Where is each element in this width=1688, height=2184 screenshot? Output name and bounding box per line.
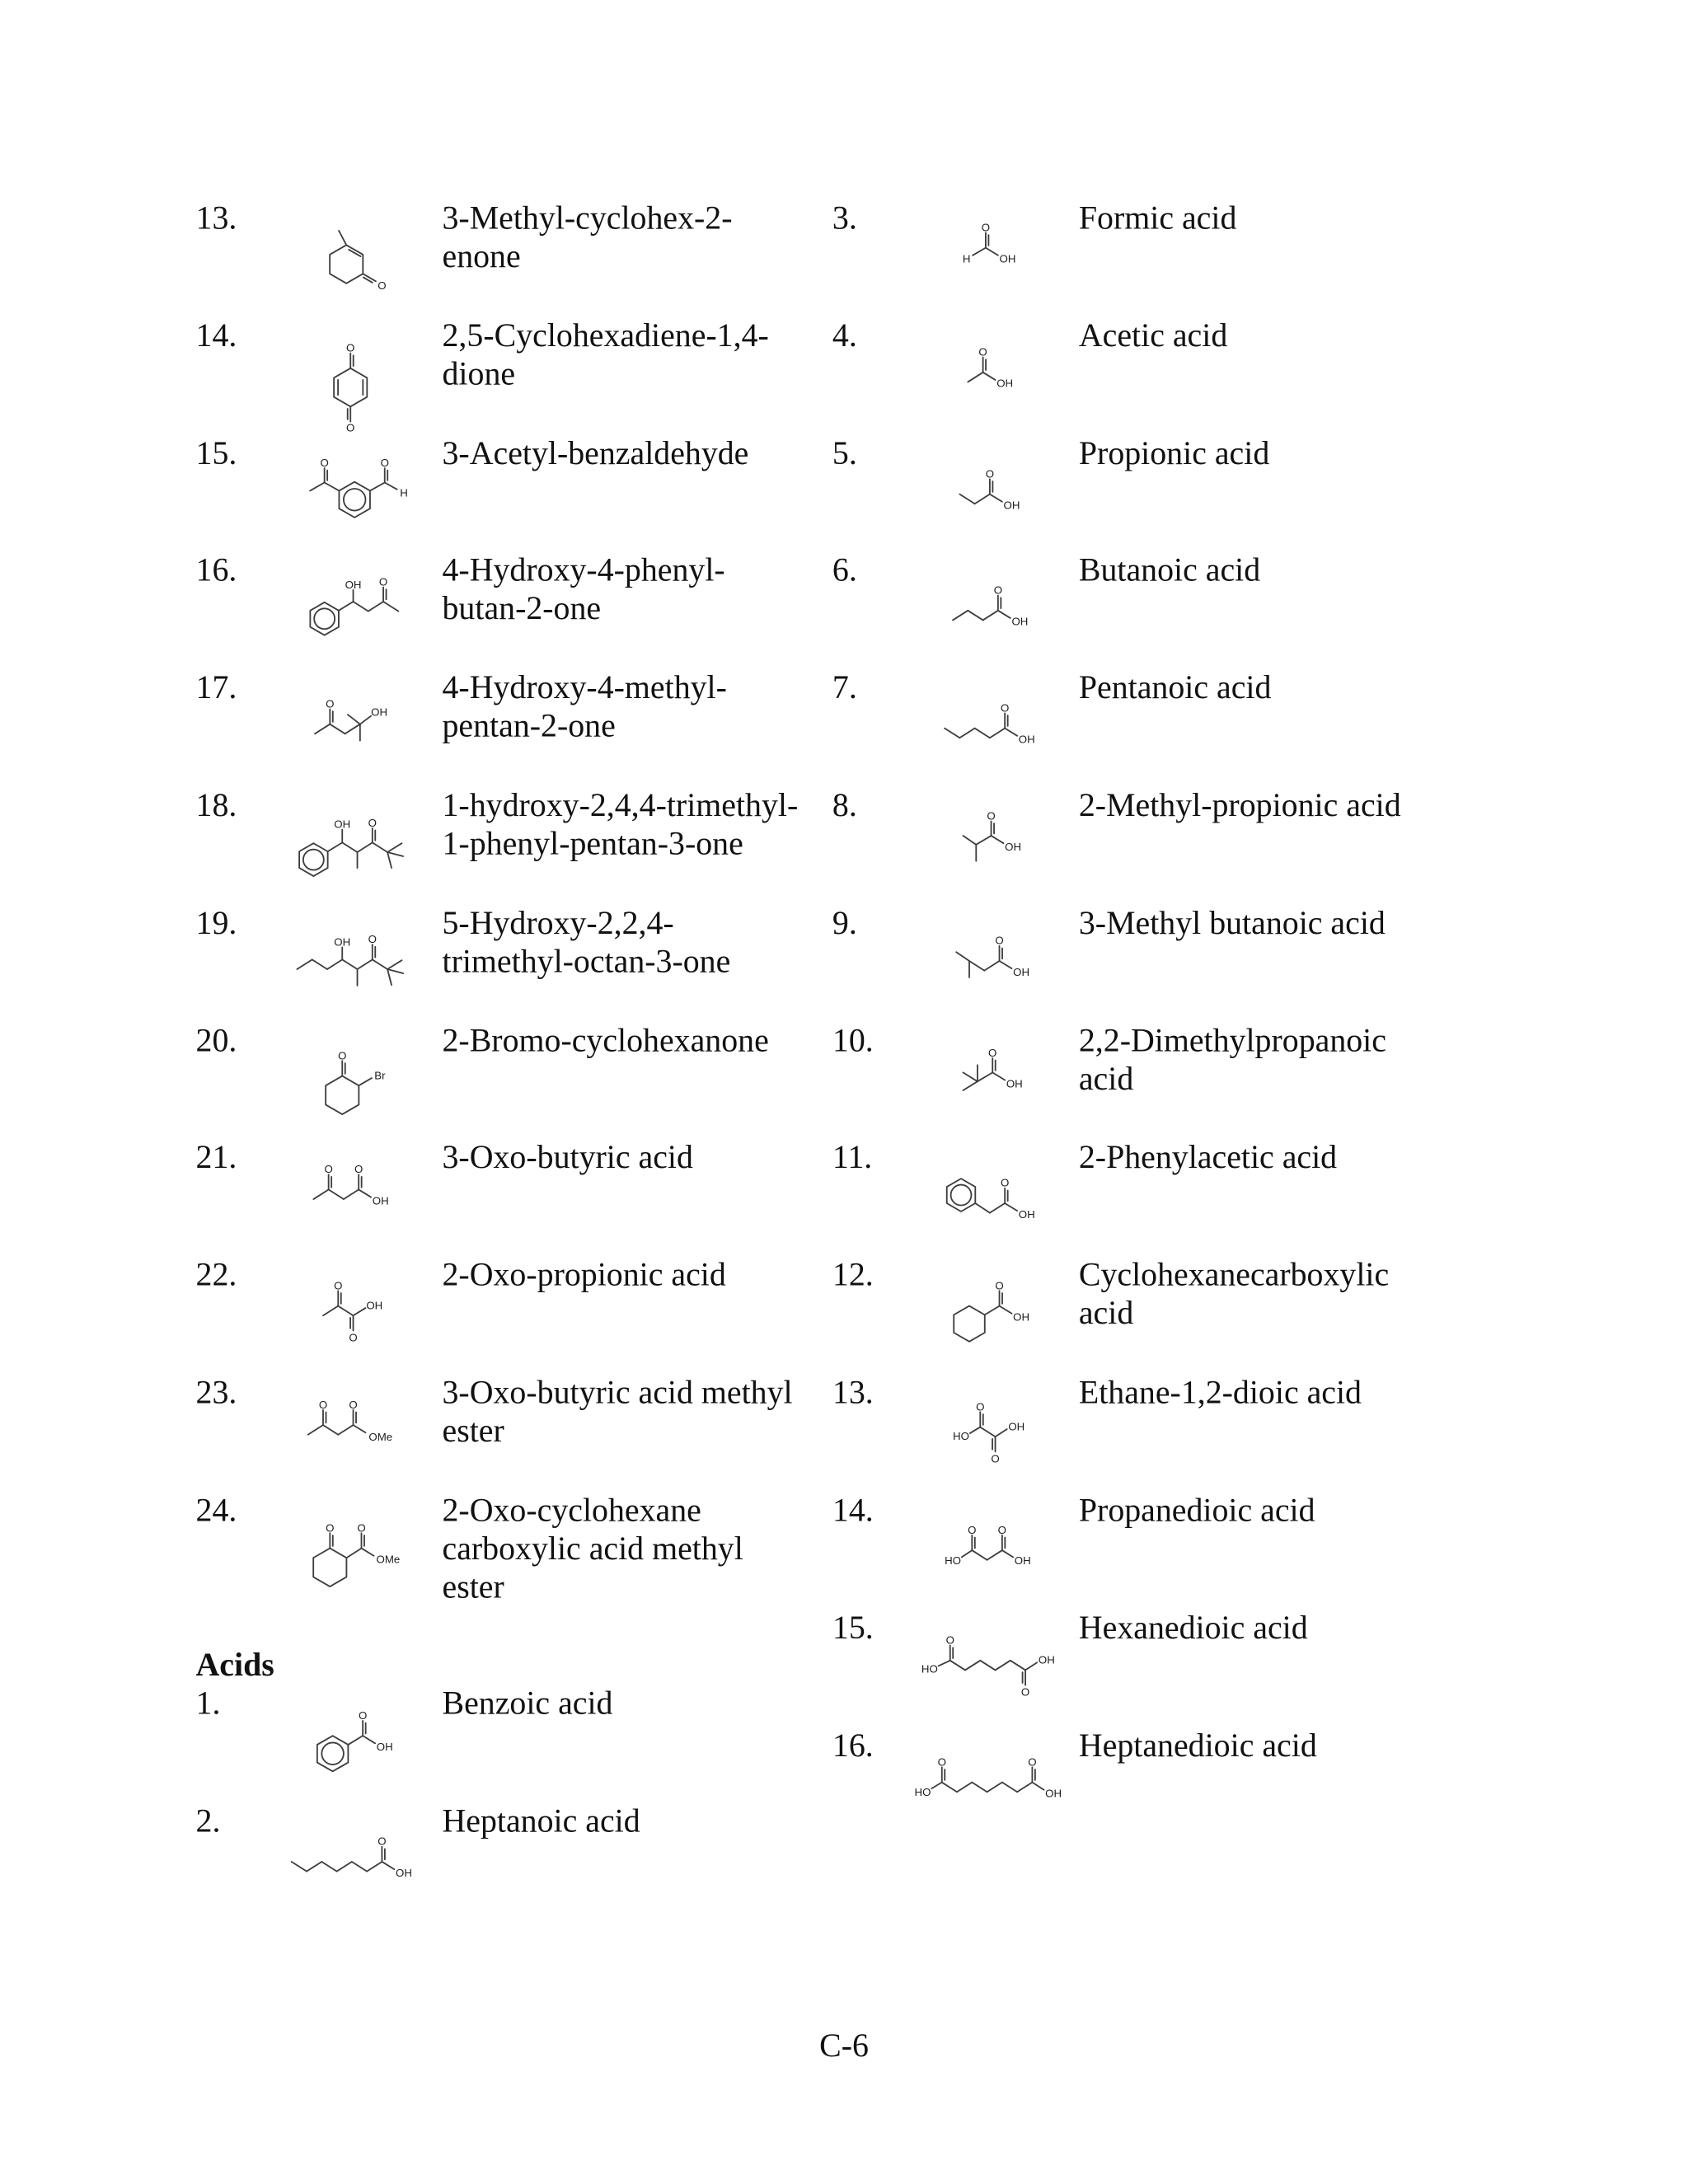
item-number: 6. (832, 553, 857, 589)
svg-text:O: O (354, 1163, 363, 1176)
svg-text:HO: HO (953, 1430, 969, 1443)
item-number: 2. (195, 1804, 221, 1840)
compound-entry (196, 787, 801, 884)
svg-text:O: O (326, 1521, 335, 1535)
structure-1-hydroxy-2-4-4-trimethyl-1-phenyl-pentan-3-one (259, 805, 443, 884)
item-number: 16. (195, 553, 237, 589)
item-number: 20. (195, 1024, 237, 1060)
compound-entry (832, 317, 1424, 396)
compound-name: 2,5-Cyclohexadiene-1,4-dione (442, 319, 769, 393)
structure-formic-acid (895, 218, 1079, 272)
svg-text:O: O (368, 933, 377, 946)
svg-text:HO: HO (921, 1662, 938, 1675)
structure-3-oxo-butyric-acid-methyl-ester (259, 1392, 443, 1458)
structure-3-oxo-butyric-acid (259, 1157, 443, 1223)
item-number: 21. (195, 1140, 237, 1176)
structure-heptanedioic-acid (895, 1746, 1079, 1814)
item-number: 13. (832, 1376, 874, 1412)
svg-text:O: O (978, 345, 987, 359)
compound-entry (832, 1610, 1424, 1701)
svg-text:OH: OH (376, 1741, 393, 1754)
compound-entry (832, 1492, 1424, 1578)
compound-name: 3-Methyl-cyclohex-2-enone (442, 201, 733, 275)
compound-entry (832, 905, 1424, 988)
svg-text:OH: OH (345, 578, 362, 591)
svg-text:O: O (937, 1755, 946, 1769)
structure-2-5-cyclohexadiene-1-4-dione (259, 335, 443, 439)
compound-name: 4-Hydroxy-4-phenyl-butan-2-one (442, 553, 725, 627)
compound-name: 2-Bromo-cyclohexanone (442, 1024, 769, 1060)
structure-3-acetyl-benzaldehyde (259, 453, 443, 530)
structure-ethane-1-2-dioic-acid (895, 1392, 1079, 1469)
structure-hexanedioic-acid (895, 1628, 1079, 1702)
compound-entry (832, 1375, 1424, 1469)
compound-entry (832, 787, 1424, 868)
structure-3-methyl-cyclohex-2-enone (259, 218, 443, 297)
svg-text:OH: OH (1018, 733, 1035, 746)
compound-name: 2,2-Dimethylpropanoic acid (1078, 1024, 1386, 1099)
compound-entry (196, 435, 801, 530)
structure-2-methyl-propionic-acid (895, 805, 1079, 868)
compound-entry (196, 1492, 801, 1607)
svg-text:OH: OH (996, 377, 1014, 390)
compound-name: Ethane-1,2-dioic acid (1078, 1376, 1362, 1412)
svg-text:O: O (968, 1523, 977, 1536)
svg-text:O: O (380, 457, 389, 470)
svg-text:OMe: OMe (368, 1430, 393, 1443)
svg-text:OH: OH (334, 935, 351, 949)
svg-text:H: H (962, 252, 971, 265)
item-number: 15. (195, 436, 237, 473)
svg-text:O: O (997, 1523, 1007, 1536)
structure-benzoic-acid (259, 1703, 443, 1782)
compound-entry (196, 669, 801, 758)
svg-text:O: O (945, 1633, 954, 1647)
structure-2-oxo-cyclohexane-carboxylic-acid-methyl-ester (259, 1510, 443, 1597)
compound-name: Heptanoic acid (442, 1804, 640, 1840)
compound-name: Formic acid (1078, 201, 1237, 237)
structure-2-phenylacetic-acid (895, 1157, 1079, 1231)
svg-text:O: O (991, 1452, 1000, 1465)
compound-name: Butanoic acid (1078, 553, 1261, 589)
structure-2-oxo-propionic-acid (259, 1274, 443, 1351)
svg-text:O: O (346, 341, 355, 354)
compound-entry (196, 1139, 801, 1222)
compound-name: 1-hydroxy-2,4,4-trimethyl-1-phenyl-pentan-3-one (442, 788, 799, 863)
compound-name: Heptanedioic acid (1078, 1728, 1317, 1765)
compound-entry (196, 1257, 801, 1352)
svg-text:O: O (346, 421, 355, 434)
item-number: 22. (195, 1258, 237, 1294)
item-number: 23. (195, 1376, 237, 1412)
svg-text:H: H (400, 486, 408, 499)
svg-text:OH: OH (1011, 615, 1029, 628)
compound-entry (832, 200, 1424, 273)
item-number: 17. (195, 670, 237, 707)
svg-text:O: O (1001, 701, 1010, 715)
svg-text:OH: OH (1013, 1310, 1030, 1324)
structure-4-hydroxy-4-phenyl-butan-2-one (259, 569, 443, 640)
svg-text:O: O (349, 1331, 358, 1344)
svg-text:O: O (981, 221, 991, 234)
compound-name: Benzoic acid (442, 1686, 613, 1722)
section-header-acids: Acids (195, 1647, 274, 1685)
compound-name: 2-Phenylacetic acid (1078, 1140, 1338, 1176)
compound-entry (832, 1257, 1424, 1348)
item-number: 11. (832, 1140, 873, 1176)
compound-entry (196, 905, 801, 994)
svg-text:OH: OH (1014, 1554, 1031, 1568)
page-number: C-6 (819, 2028, 869, 2064)
item-number: 5. (832, 436, 857, 473)
svg-text:O: O (1020, 1685, 1030, 1699)
structure-5-hydroxy-2-2-4-trimethyl-octan-3-one (259, 923, 443, 994)
svg-text:OH: OH (1003, 499, 1020, 512)
svg-text:OH: OH (1045, 1787, 1062, 1800)
compound-entry (832, 669, 1424, 750)
compound-name: 5-Hydroxy-2,2,4-trimethyl-octan-3-one (442, 906, 731, 981)
item-number: 4. (832, 319, 857, 355)
svg-text:O: O (987, 809, 996, 823)
svg-text:OH: OH (1008, 1420, 1025, 1433)
compound-entry (832, 435, 1424, 516)
svg-text:OH: OH (1038, 1653, 1055, 1666)
svg-text:OH: OH (334, 818, 351, 831)
compound-name: Acetic acid (1078, 319, 1228, 355)
item-number: 24. (195, 1493, 237, 1530)
item-number: 12. (832, 1258, 874, 1294)
svg-text:O: O (320, 457, 329, 470)
item-number: 15. (832, 1610, 874, 1647)
svg-text:O: O (995, 1279, 1004, 1292)
compound-entry (196, 317, 801, 439)
compound-entry (196, 1023, 801, 1126)
svg-text:O: O (1001, 1176, 1010, 1189)
compound-entry (196, 1375, 801, 1458)
svg-text:HO: HO (914, 1785, 931, 1798)
structure-2-2-dimethylpropanoic-acid (895, 1040, 1079, 1103)
item-number: 9. (832, 906, 857, 942)
item-number: 8. (832, 788, 857, 824)
svg-text:OH: OH (999, 252, 1016, 265)
item-number: 10. (832, 1024, 874, 1060)
svg-text:O: O (377, 1835, 387, 1848)
structure-propanedioic-acid (895, 1510, 1079, 1578)
svg-text:OH: OH (371, 705, 388, 719)
compound-name: Pentanoic acid (1078, 670, 1272, 707)
compound-name: Propanedioic acid (1078, 1493, 1315, 1530)
svg-text:OH: OH (1013, 965, 1030, 978)
compound-name: 3-Methyl butanoic acid (1078, 906, 1386, 942)
svg-text:OH: OH (1006, 1077, 1023, 1090)
structure-butanoic-acid (895, 569, 1079, 632)
svg-text:OH: OH (396, 1866, 412, 1879)
compound-name: Cyclohexanecarboxylic acid (1078, 1258, 1390, 1333)
structure-heptanoic-acid (259, 1821, 443, 1883)
item-number: 7. (832, 670, 857, 707)
svg-text:OH: OH (372, 1194, 389, 1207)
structure-3-methyl-butanoic-acid (895, 923, 1079, 989)
svg-text:O: O (326, 697, 335, 710)
structure-acetic-acid (895, 335, 1079, 396)
structure-4-hydroxy-4-methyl-pentan-2-one (259, 687, 443, 758)
compound-name: 4-Hydroxy-4-methyl-pentan-2-one (442, 670, 727, 745)
svg-text:O: O (338, 1049, 347, 1062)
svg-text:O: O (357, 1521, 366, 1535)
compound-entry (832, 1727, 1424, 1814)
structure-cyclohexanecarboxylic-acid (895, 1274, 1079, 1348)
structure-pentanoic-acid (895, 687, 1079, 750)
svg-text:Br: Br (374, 1069, 386, 1082)
svg-text:O: O (995, 934, 1004, 947)
svg-text:O: O (378, 575, 388, 588)
svg-text:O: O (976, 1400, 985, 1413)
svg-text:HO: HO (945, 1554, 962, 1568)
svg-text:O: O (324, 1163, 333, 1176)
compound-name: 2-Methyl-propionic acid (1078, 788, 1401, 824)
svg-text:OH: OH (1018, 1207, 1035, 1221)
compound-name: 3-Oxo-butyric acid methyl ester (442, 1376, 793, 1450)
svg-text:OH: OH (366, 1299, 383, 1312)
svg-text:O: O (359, 1708, 368, 1722)
item-number: 18. (195, 788, 237, 824)
item-number: 13. (195, 201, 237, 237)
svg-text:O: O (334, 1279, 343, 1292)
svg-text:O: O (377, 279, 387, 292)
compound-entry (196, 1685, 801, 1783)
compound-name: 2-Oxo-propionic acid (442, 1258, 726, 1294)
compound-name: Hexanedioic acid (1078, 1610, 1308, 1647)
compound-name: Propionic acid (1078, 436, 1270, 473)
compound-name: 3-Acetyl-benzaldehyde (442, 436, 749, 473)
svg-text:O: O (988, 1046, 997, 1059)
item-number: 19. (195, 906, 237, 942)
svg-text:O: O (368, 816, 377, 829)
svg-text:O: O (318, 1398, 328, 1411)
structure-2-bromo-cyclohexanone (259, 1040, 443, 1125)
compound-entry (196, 200, 801, 298)
compound-entry (196, 1803, 801, 1884)
svg-text:OMe: OMe (376, 1553, 401, 1566)
item-number: 16. (832, 1728, 874, 1765)
svg-text:O: O (985, 467, 995, 480)
svg-text:OH: OH (1005, 840, 1022, 853)
svg-text:O: O (993, 583, 1003, 597)
svg-text:O: O (1028, 1755, 1037, 1769)
item-number: 1. (195, 1686, 221, 1722)
compound-entry (196, 551, 801, 640)
item-number: 14. (195, 319, 237, 355)
svg-text:O: O (349, 1398, 358, 1411)
compound-entry (832, 551, 1424, 632)
item-number: 3. (832, 201, 857, 237)
compound-entry (832, 1139, 1424, 1230)
compound-name: 2-Oxo-cyclohexane carboxylic acid methyl ester (442, 1493, 743, 1606)
compound-entry (832, 1023, 1424, 1104)
structure-propionic-acid (895, 453, 1079, 516)
item-number: 14. (832, 1493, 874, 1530)
compound-name: 3-Oxo-butyric acid (442, 1140, 693, 1176)
